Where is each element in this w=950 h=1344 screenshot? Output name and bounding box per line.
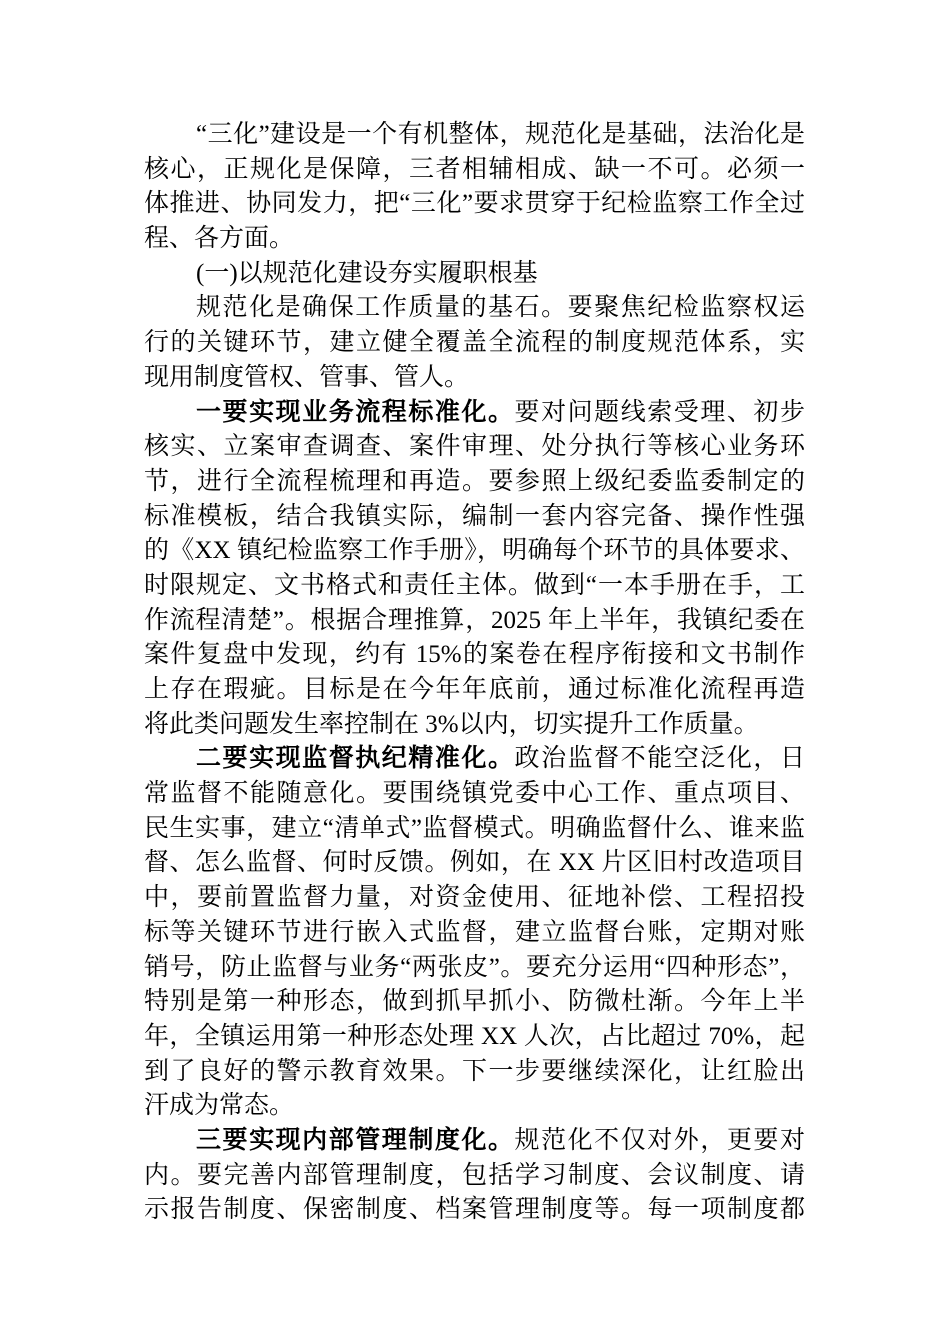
text-line: 示报告制度、保密制度、档案管理制度等。每一项制度都 [144, 1196, 805, 1224]
text-line: 标等关键环节进行嵌入式监督，建立监督台账，定期对账 [144, 918, 805, 946]
text-line: 中，要前置监督力量，对资金使用、征地补偿、工程招投 [144, 884, 805, 912]
text-line: 汗成为常态。 [144, 1092, 295, 1120]
text-line [144, 1124, 805, 1159]
text-line: 上存在瑕疵。目标是在今年年底前，通过标准化流程再造 [144, 676, 805, 703]
paragraph-supervision [144, 742, 805, 1124]
paragraph-internal-management [144, 1124, 805, 1228]
document-body [144, 118, 805, 1228]
section-heading: (一)以规范化建设夯实履职根基 [196, 259, 538, 287]
text-line: 的《XX 镇纪检监察工作手册》，明确每个环节的具体要求、 [144, 537, 805, 565]
text-run: 政治监督不能空泛化，日 [514, 745, 805, 773]
text-line: 标准模板，结合我镇实际，编制一套内容完备、操作性强 [144, 502, 805, 530]
text-line: 案件复盘中发现，约有 15%的案卷在程序衔接和文书制作 [144, 641, 805, 669]
text-line: 作流程清楚”。根据合理推算，2025 年上半年，我镇纪委在 [144, 606, 805, 634]
text-line: 现用制度管权、管事、管人。 [144, 363, 470, 391]
bold-lead: 二要实现监督执纪精准化。 [196, 745, 515, 773]
text-line: “三化”建设是一个有机整体，规范化是基础，法治化是 [196, 121, 805, 148]
text-line: 民生实事，建立“清单式”监督模式。明确监督什么、谁来监 [144, 814, 805, 842]
intro-paragraph [144, 118, 805, 257]
text-line: 特别是第一种形态，做到抓早抓小、防微杜渐。今年上半 [144, 988, 805, 1016]
text-line: 体推进、协同发力，把“三化”要求贯穿于纪检监察工作全过 [144, 190, 805, 218]
text-line: 行的关键环节，建立健全覆盖全流程的制度规范体系，实 [144, 329, 805, 357]
text-line: 内。要完善内部管理制度，包括学习制度、会议制度、请 [144, 1161, 805, 1189]
text-line: 时限规定、文书格式和责任主体。做到“一本手册在手，工 [144, 571, 805, 599]
text-run: 要对问题线索受理、初步 [514, 398, 805, 426]
text-line [144, 396, 805, 431]
text-line [144, 742, 805, 777]
text-line: 到了良好的警示教育效果。下一步要继续深化，让红脸出 [144, 1057, 805, 1085]
text-line: 销号，防止监督与业务“两张皮”。要充分运用“四种形态”， [144, 953, 805, 981]
text-run: 规范化不仅对外，更要对 [514, 1126, 805, 1154]
text-line: 将此类问题发生率控制在 3%以内，切实提升工作质量。 [144, 710, 759, 738]
text-line: 督、怎么监督、何时反馈。例如，在 XX 片区旧村改造项目 [144, 849, 805, 877]
text-line: 节，进行全流程梳理和再造。要参照上级纪委监委制定的 [144, 467, 805, 495]
text-line: 程、各方面。 [144, 225, 295, 253]
text-line: 年，全镇运用第一种形态处理 XX 人次，占比超过 70%，起 [144, 1022, 805, 1050]
text-line: 规范化是确保工作质量的基石。要聚焦纪检监察权运 [196, 294, 805, 322]
text-line: 核实、立案审查调查、案件审理、处分执行等核心业务环 [144, 433, 805, 461]
text-line: 常监督不能随意化。要围绕镇党委中心工作、重点项目、 [144, 780, 805, 808]
text-line: 核心，正规化是保障，三者相辅相成、缺一不可。必须一 [144, 155, 805, 183]
bold-lead: 一要实现业务流程标准化。 [196, 398, 515, 426]
bold-lead: 三要实现内部管理制度化。 [196, 1126, 515, 1154]
paragraph [144, 291, 805, 395]
paragraph-standardization [144, 396, 805, 743]
